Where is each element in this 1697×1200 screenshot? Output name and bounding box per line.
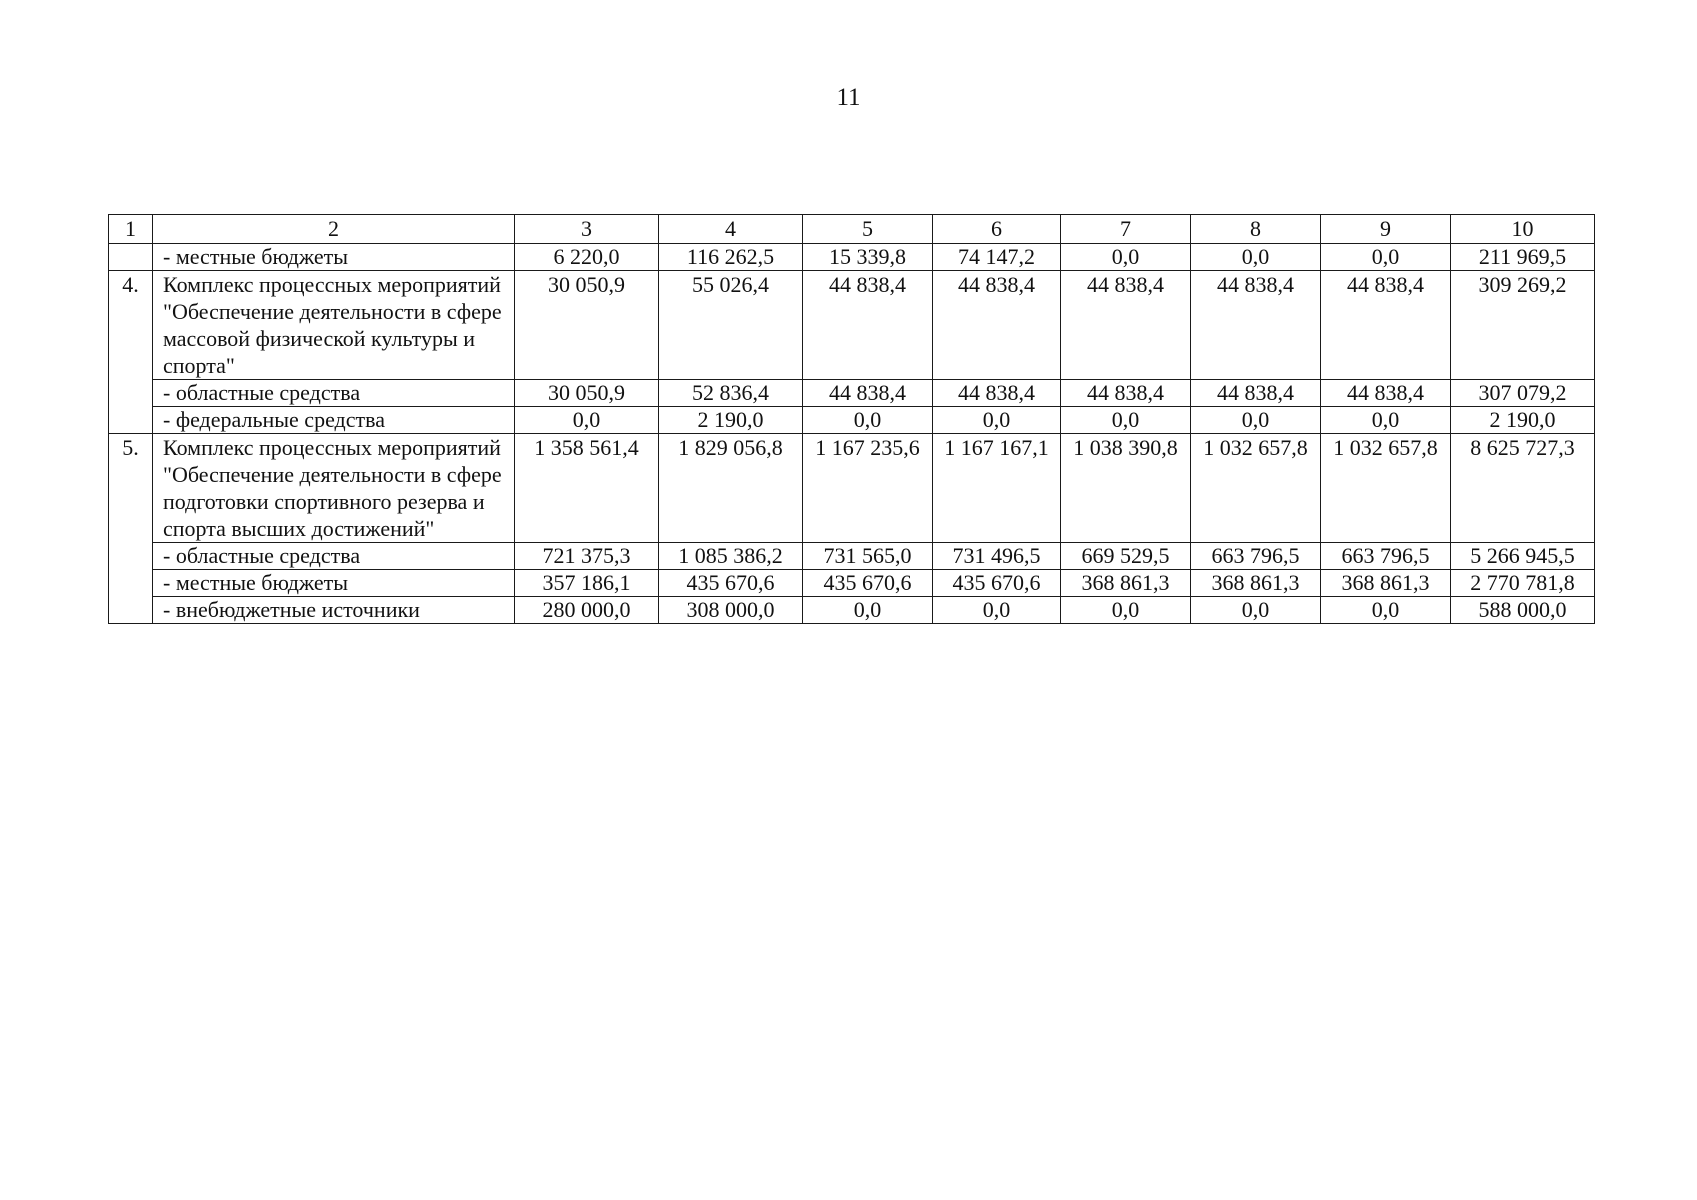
value-cell: 368 861,3 <box>1061 570 1191 597</box>
value-cell: 307 079,2 <box>1451 380 1595 407</box>
row-label: Комплекс процессных мероприятий "Обеспечение деятельности в сфере массовой физической культуры и спорта" <box>153 271 515 380</box>
value-cell: 44 838,4 <box>1321 380 1451 407</box>
value-cell: 588 000,0 <box>1451 597 1595 624</box>
page-number: 11 <box>836 84 861 111</box>
value-cell: 435 670,6 <box>933 570 1061 597</box>
header-cell: 1 <box>109 215 153 244</box>
row-index <box>109 244 153 271</box>
value-cell: 663 796,5 <box>1191 543 1321 570</box>
value-cell: 2 770 781,8 <box>1451 570 1595 597</box>
value-cell: 308 000,0 <box>659 597 803 624</box>
header-cell: 5 <box>803 215 933 244</box>
value-cell: 2 190,0 <box>1451 407 1595 434</box>
header-cell: 4 <box>659 215 803 244</box>
value-cell: 669 529,5 <box>1061 543 1191 570</box>
value-cell: 1 358 561,4 <box>515 434 659 543</box>
row-label: - областные средства <box>153 543 515 570</box>
row-label: - федеральные средства <box>153 407 515 434</box>
row-label: - местные бюджеты <box>153 570 515 597</box>
value-cell: 309 269,2 <box>1451 271 1595 380</box>
value-cell: 0,0 <box>1191 407 1321 434</box>
header-cell: 9 <box>1321 215 1451 244</box>
value-cell: 0,0 <box>1321 407 1451 434</box>
value-cell: 0,0 <box>1321 244 1451 271</box>
table-row <box>109 407 1595 434</box>
value-cell: 0,0 <box>1061 597 1191 624</box>
value-cell: 6 220,0 <box>515 244 659 271</box>
header-cell: 2 <box>153 215 515 244</box>
value-cell: 0,0 <box>933 597 1061 624</box>
value-cell: 5 266 945,5 <box>1451 543 1595 570</box>
value-cell: 30 050,9 <box>515 271 659 380</box>
value-cell: 15 339,8 <box>803 244 933 271</box>
value-cell: 435 670,6 <box>803 570 933 597</box>
value-cell: 44 838,4 <box>803 271 933 380</box>
table-row <box>109 543 1595 570</box>
table-row <box>109 597 1595 624</box>
value-cell: 8 625 727,3 <box>1451 434 1595 543</box>
value-cell: 44 838,4 <box>1191 271 1321 380</box>
header-cell: 3 <box>515 215 659 244</box>
value-cell: 0,0 <box>515 407 659 434</box>
value-cell: 0,0 <box>933 407 1061 434</box>
value-cell: 52 836,4 <box>659 380 803 407</box>
value-cell: 55 026,4 <box>659 271 803 380</box>
row-index: 4. <box>109 271 153 434</box>
table-row <box>109 380 1595 407</box>
value-cell: 1 032 657,8 <box>1321 434 1451 543</box>
value-cell: 721 375,3 <box>515 543 659 570</box>
value-cell: 357 186,1 <box>515 570 659 597</box>
table-row <box>109 271 1595 380</box>
value-cell: 44 838,4 <box>933 271 1061 380</box>
value-cell: 2 190,0 <box>659 407 803 434</box>
table-header-row <box>109 215 1595 244</box>
row-label: - местные бюджеты <box>153 244 515 271</box>
value-cell: 1 829 056,8 <box>659 434 803 543</box>
table-row <box>109 434 1595 543</box>
header-cell: 7 <box>1061 215 1191 244</box>
value-cell: 74 147,2 <box>933 244 1061 271</box>
value-cell: 0,0 <box>1061 407 1191 434</box>
value-cell: 44 838,4 <box>933 380 1061 407</box>
value-cell: 731 565,0 <box>803 543 933 570</box>
value-cell: 44 838,4 <box>803 380 933 407</box>
value-cell: 0,0 <box>1061 244 1191 271</box>
table-row <box>109 244 1595 271</box>
value-cell: 663 796,5 <box>1321 543 1451 570</box>
value-cell: 0,0 <box>1191 597 1321 624</box>
value-cell: 0,0 <box>1191 244 1321 271</box>
value-cell: 1 038 390,8 <box>1061 434 1191 543</box>
value-cell: 280 000,0 <box>515 597 659 624</box>
value-cell: 1 167 167,1 <box>933 434 1061 543</box>
row-label: Комплекс процессных мероприятий "Обеспечение деятельности в сфере подготовки спортивного резерва и спорта высших достижений" <box>153 434 515 543</box>
value-cell: 0,0 <box>803 407 933 434</box>
value-cell: 731 496,5 <box>933 543 1061 570</box>
value-cell: 368 861,3 <box>1321 570 1451 597</box>
budget-table <box>108 214 1595 624</box>
value-cell: 44 838,4 <box>1321 271 1451 380</box>
value-cell: 44 838,4 <box>1191 380 1321 407</box>
value-cell: 116 262,5 <box>659 244 803 271</box>
value-cell: 0,0 <box>1321 597 1451 624</box>
header-cell: 6 <box>933 215 1061 244</box>
header-cell: 10 <box>1451 215 1595 244</box>
row-index: 5. <box>109 434 153 624</box>
table-row <box>109 570 1595 597</box>
value-cell: 30 050,9 <box>515 380 659 407</box>
value-cell: 44 838,4 <box>1061 271 1191 380</box>
row-label: - областные средства <box>153 380 515 407</box>
row-label: - внебюджетные источники <box>153 597 515 624</box>
value-cell: 435 670,6 <box>659 570 803 597</box>
value-cell: 1 167 235,6 <box>803 434 933 543</box>
header-cell: 8 <box>1191 215 1321 244</box>
value-cell: 211 969,5 <box>1451 244 1595 271</box>
value-cell: 44 838,4 <box>1061 380 1191 407</box>
value-cell: 1 085 386,2 <box>659 543 803 570</box>
value-cell: 368 861,3 <box>1191 570 1321 597</box>
value-cell: 1 032 657,8 <box>1191 434 1321 543</box>
value-cell: 0,0 <box>803 597 933 624</box>
